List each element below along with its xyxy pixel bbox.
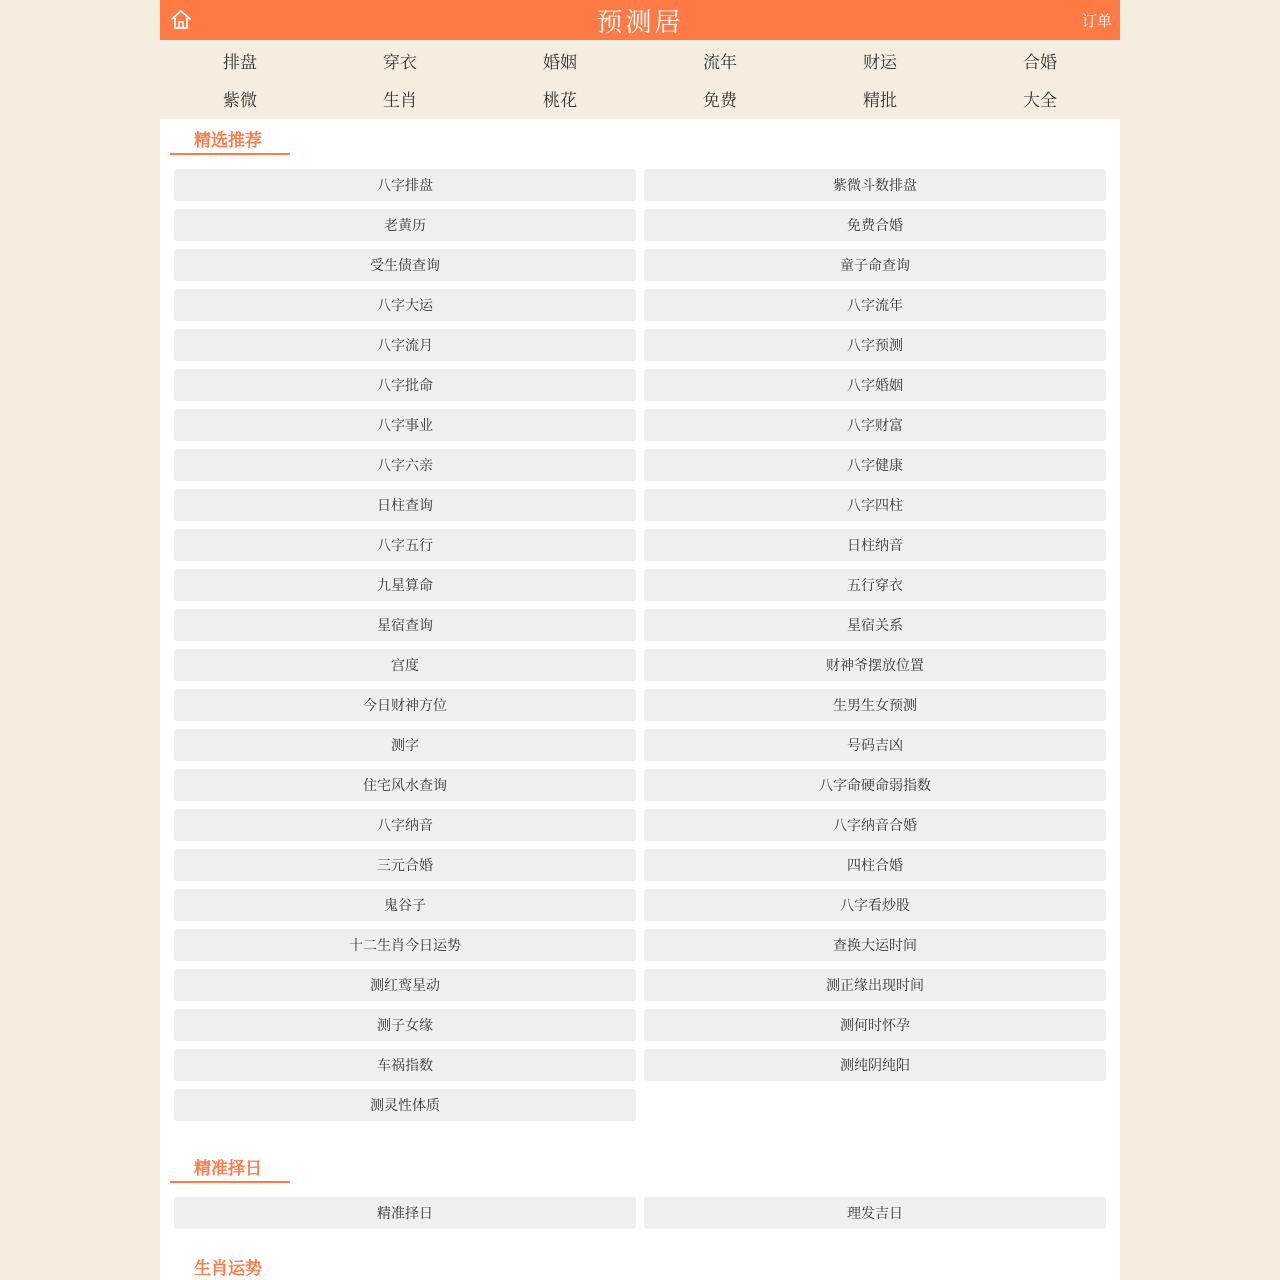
category-nav (160, 40, 1120, 119)
link-button[interactable]: 住宅风水查询 (174, 769, 636, 801)
link-button[interactable]: 八字财富 (644, 409, 1106, 441)
link-button[interactable]: 八字四柱 (644, 489, 1106, 521)
nav-item[interactable]: 合婚 (1023, 52, 1057, 73)
link-button[interactable]: 星宿查询 (174, 609, 636, 641)
link-button[interactable]: 八字命硬命弱指数 (644, 769, 1106, 801)
link-button[interactable]: 号码吉凶 (644, 729, 1106, 761)
link-button[interactable]: 八字纳音合婚 (644, 809, 1106, 841)
nav-item[interactable]: 免费 (703, 90, 737, 111)
link-button[interactable]: 免费合婚 (644, 209, 1106, 241)
link-button[interactable]: 车祸指数 (174, 1049, 636, 1081)
link-button[interactable]: 受生债查询 (174, 249, 636, 281)
nav-item[interactable]: 排盘 (223, 52, 257, 73)
link-button[interactable]: 八字六亲 (174, 449, 636, 481)
link-button[interactable]: 八字事业 (174, 409, 636, 441)
link-button[interactable]: 老黄历 (174, 209, 636, 241)
link-button[interactable]: 测正缘出现时间 (644, 969, 1106, 1001)
site-title: 预测居 (596, 7, 684, 38)
link-button[interactable]: 精准择日 (174, 1197, 636, 1229)
link-button[interactable]: 星宿关系 (644, 609, 1106, 641)
link-grid (160, 155, 1120, 1121)
link-button[interactable]: 八字五行 (174, 529, 636, 561)
link-button[interactable]: 今日财神方位 (174, 689, 636, 721)
section-header (170, 1247, 290, 1280)
nav-item[interactable]: 财运 (863, 52, 897, 73)
link-button[interactable]: 四柱合婚 (644, 849, 1106, 881)
link-button[interactable]: 鬼谷子 (174, 889, 636, 921)
top-bar (160, 0, 1120, 40)
link-button[interactable]: 八字流年 (644, 289, 1106, 321)
section-title: 精准择日 (194, 1159, 262, 1179)
link-button[interactable]: 测何时怀孕 (644, 1009, 1106, 1041)
nav-item[interactable]: 精批 (863, 90, 897, 111)
link-button[interactable]: 日柱查询 (174, 489, 636, 521)
link-button[interactable]: 八字排盘 (174, 169, 636, 201)
page-container (160, 0, 1120, 1280)
nav-item[interactable]: 紫微 (223, 90, 257, 111)
link-button[interactable]: 生男生女预测 (644, 689, 1106, 721)
order-link[interactable]: 订单 (1081, 12, 1112, 30)
link-button[interactable]: 八字大运 (174, 289, 636, 321)
link-button[interactable]: 童子命查询 (644, 249, 1106, 281)
link-button[interactable]: 测红鸾星动 (174, 969, 636, 1001)
link-button[interactable]: 紫微斗数排盘 (644, 169, 1106, 201)
nav-item[interactable]: 生肖 (383, 90, 417, 111)
link-button[interactable]: 理发吉日 (644, 1197, 1106, 1229)
sections-container (160, 119, 1120, 1280)
section-title: 精选推荐 (194, 131, 262, 151)
link-button[interactable]: 八字健康 (644, 449, 1106, 481)
nav-item[interactable]: 桃花 (543, 90, 577, 111)
link-button[interactable]: 八字预测 (644, 329, 1106, 361)
section-header (170, 1147, 290, 1183)
link-button[interactable]: 测字 (174, 729, 636, 761)
link-grid (160, 1183, 1120, 1229)
nav-item[interactable]: 婚姻 (543, 52, 577, 73)
link-button[interactable]: 财神爷摆放位置 (644, 649, 1106, 681)
link-button[interactable]: 五行穿衣 (644, 569, 1106, 601)
link-button[interactable]: 三元合婚 (174, 849, 636, 881)
link-button[interactable]: 测灵性体质 (174, 1089, 636, 1121)
nav-item[interactable]: 流年 (703, 52, 737, 73)
section-spacer (160, 1121, 1120, 1147)
nav-item[interactable]: 大全 (1023, 90, 1057, 111)
home-icon[interactable] (168, 7, 194, 33)
link-button[interactable]: 八字批命 (174, 369, 636, 401)
nav-item[interactable]: 穿衣 (383, 52, 417, 73)
section-spacer (160, 1229, 1120, 1247)
link-button[interactable]: 八字流月 (174, 329, 636, 361)
section-title: 生肖运势 (194, 1259, 262, 1279)
link-button[interactable]: 测纯阴纯阳 (644, 1049, 1106, 1081)
link-button[interactable]: 查换大运时间 (644, 929, 1106, 961)
link-button[interactable]: 八字婚姻 (644, 369, 1106, 401)
link-button[interactable]: 八字纳音 (174, 809, 636, 841)
link-button[interactable]: 宫度 (174, 649, 636, 681)
link-button[interactable]: 日柱纳音 (644, 529, 1106, 561)
section-header (170, 119, 290, 155)
link-button[interactable]: 九星算命 (174, 569, 636, 601)
link-button[interactable]: 测子女缘 (174, 1009, 636, 1041)
link-button[interactable]: 八字看炒股 (644, 889, 1106, 921)
link-button[interactable]: 十二生肖今日运势 (174, 929, 636, 961)
